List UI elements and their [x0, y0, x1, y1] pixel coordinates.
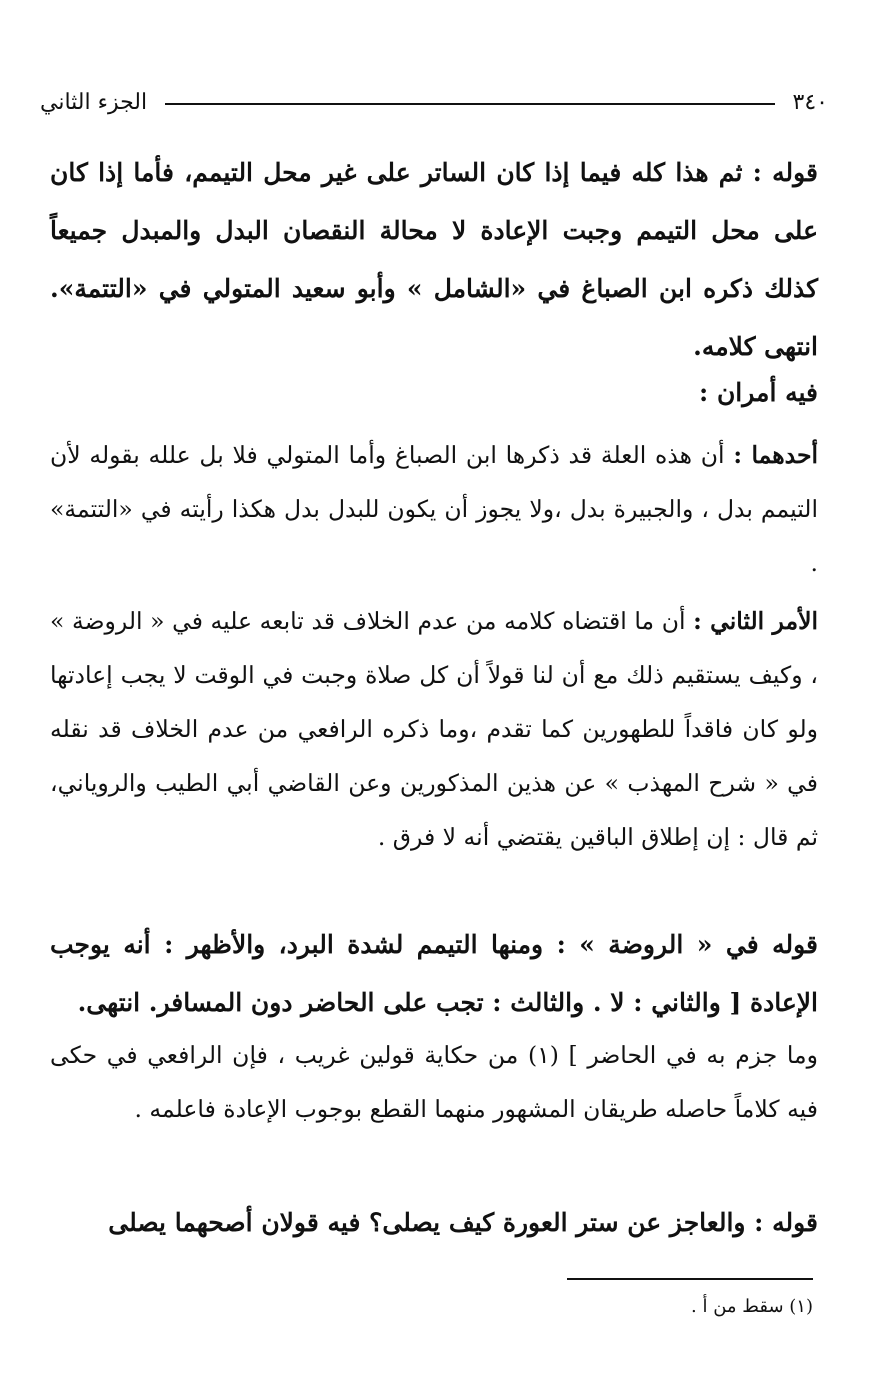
paragraph-quote-awra: قوله : والعاجز عن ستر العورة كيف يصلى؟ فيه قولان أصحهما يصلى	[108, 1208, 818, 1237]
paragraph-quote-rawda: قوله في « الروضة » : ومنها التيمم لشدة البرد، والأظهر : أنه يوجب الإعادة [ والثاني : لا . والثالث : تجب على الحاضر دون المسافر. انتهى.	[50, 930, 818, 1017]
page-number: ٣٤٠	[792, 89, 828, 115]
paragraph-two-matters: فيه أمران :	[699, 378, 818, 407]
header-rule	[165, 103, 774, 105]
first-matter-text: أن هذه العلة قد ذكرها ابن الصباغ وأما المتولي فلا بل علله بقوله لأن التيمم بدل ، والجبيرة بدل ،ولا يجوز أن يكون للبدل بدل هكذا رأيته في «التتمة» .	[50, 441, 818, 577]
second-matter-lead: الأمر الثاني :	[693, 607, 819, 635]
paragraph-first-matter	[50, 428, 818, 590]
second-matter-text: أن ما اقتضاه كلامه من عدم الخلاف قد تابعه عليه في « الروضة » ، وكيف يستقيم ذلك مع أن لنا قولاً أن كل صلاة وجبت في الوقت لا يجب إعادتها ولو كان فاقداً للطهورين كما تقدم ،وما ذكره الرافعي من عدم الخلاف قد نقله في « شرح المهذب » عن هذين المذكورين وعن القاضي أبي الطيب والروياني، ثم قال : إن إطلاق الباقين يقتضي أنه لا فرق .	[50, 607, 818, 851]
volume-title: الجزء الثاني	[40, 89, 148, 115]
paragraph-second-matter	[50, 594, 818, 864]
paragraph-commentary: وما جزم به في الحاضر ] (١) من حكاية قولين غريب ، فإن الرافعي في حكى فيه كلاماً حاصله طريقان المشهور منهما القطع بوجوب الإعادة فاعلمه .	[50, 1041, 818, 1123]
footnote: (١) سقط من أ .	[691, 1296, 813, 1317]
running-head	[40, 82, 828, 122]
footnote-rule	[567, 1278, 813, 1280]
first-matter-lead: أحدهما :	[733, 441, 819, 469]
paragraph-quote-1: قوله : ثم هذا كله فيما إذا كان الساتر على غير محل التيمم، فأما إذا كان على محل التيمم وجبت الإعادة لا محالة النقصان البدل والمبدل جميعاً كذلك ذكره ابن الصباغ في «الشامل » وأبو سعيد المتولي في «التتمة». انتهى كلامه.	[50, 158, 818, 361]
